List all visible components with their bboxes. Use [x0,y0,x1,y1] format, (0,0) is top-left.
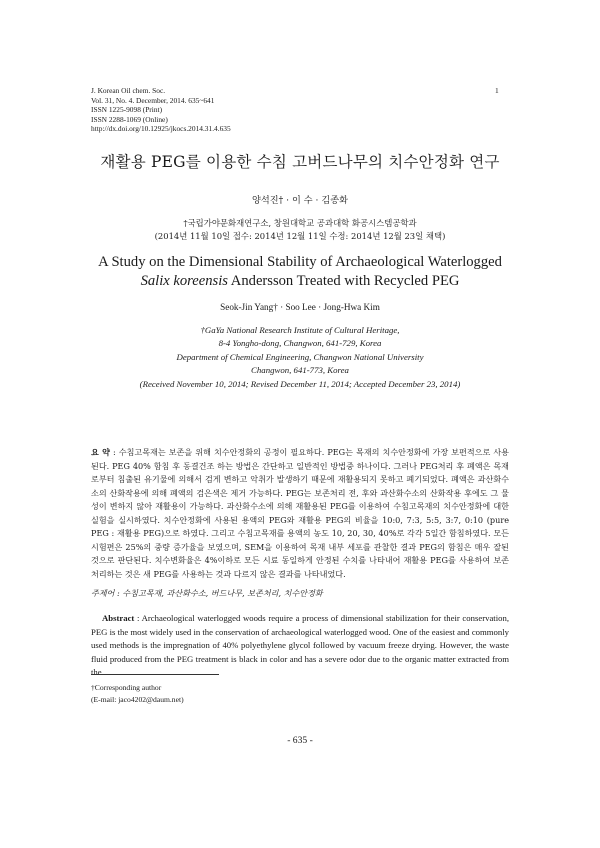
english-affiliation-line: Department of Chemical Engineering, Changwon National University [176,351,424,362]
english-affiliation-line: 8-4 Yongho-dong, Changwon, 641-729, Korea [218,338,382,349]
korean-abstract-text: : 수침고목재는 보존을 위해 치수안정화의 공정이 필요하다. PEG는 목재의 치수안정화에 가장 보편적으로 사용된다. PEG 40% 함침 후 동결건조 하는 방법은 간단하고 일반적인 방법중 하나이다. 그러나 PEG처리 후 폐액은 목재로부터 침출된 유기물에 의해서 검게 변하고 악취가 발생하기 때문에 재활용되지 못하고 폐기되었다. 폐액은 과산화수소의 산화작용에 의해 폐액의 검은색은 제거 가능하다. PEG는 보존처리 전, 후와 과산화수소의 산화작용 후에도 그 물성이 변하지 않아 재활용이 가능하다. 과산화수소에 의해 재활용된 PEG를 이용하여 수침고목재의 치수안정화에 대한 실험을 실시하였다. 치수안정화에 사용된 용액의 PEG와 재활용 PEG의 비율을 10:0, 7:3, 5:5, 3:7, 0:10 (pure PEG : 재활용 PEG)으로 하였다. 그리고 수침고목재를 용액의 농도 10, 20, 30, 40%로 각각 5일간 함침하였다. 모든 시험편은 25%의 중량 증가율을 보였으며, SEM을 이용하여 목재 내부 세포를 관찰한 결과 PEG의 함침은 매우 잘된 것으로 판단된다. 치수변화율은 4%이하로 모든 시료 동일하게 안정된 수치를 나타내어 재활용 PEG를 사용하여 보존처리하는 것은 새 PEG를 사용하는 것과 다르지 않은 결과를 나타내었다. [91,447,509,579]
footnote-divider [91,674,219,675]
korean-title: 재활용 PEG를 이용한 수침 고버드나무의 치수안정화 연구 [100,153,500,171]
species-name: Salix koreensis [140,273,228,289]
english-abstract-text: : Archaeological waterlogged woods require a process of dimensional stabilization for their conservation, PEG is the most widely used in the conservation of archaeological waterlogged wood. One of the easiest and commonly used methods is the impregnation of 40% polyethylene glycol followed by vacuum freeze drying. However, the waste fluid produced from the PEG treatment is black in color and has a severe odor due to the organic matter extracted from the [91,613,509,678]
korean-received-dates: (2014년 11월 10일 접수: 2014년 12월 11일 수정: 2014년 12월 23일 채택) [154,231,446,241]
english-affiliation-line: †GaYa National Research Institute of Cultural Heritage, [200,325,400,335]
page-number-top: 1 [495,86,499,95]
issn-print: ISSN 1225-9098 (Print) [91,105,163,115]
english-title-line2 [60,272,540,291]
english-title-line1: A Study on the Dimensional Stability of Archaeological Waterlogged [98,254,502,270]
english-authors: Seok-Jin Yang† · Soo Lee · Jong-Hwa Kim [220,302,380,312]
footnote [91,682,184,705]
issn-online: ISSN 2288-1069 (Online) [91,114,168,124]
journal-header [91,86,231,134]
author-email[interactable]: (E-mail: jaco4202@daum.net) [91,694,184,704]
page-footer-number: - 635 - [287,735,313,746]
korean-affiliation [60,217,540,243]
english-received-dates: (Received November 10, 2014; Revised December 11, 2014; Accepted December 23, 2014) [139,378,461,389]
english-affiliation-line: Changwon, 641-773, Korea [251,365,349,376]
english-title [60,253,540,291]
korean-keywords: 주제어 : 수침고목재, 과산화수소, 버드나무, 보존처리, 치수안정화 [91,588,323,598]
journal-volume: Vol. 31, No. 4. December, 2014. 635~641 [91,95,215,105]
corresponding-author-note: †Corresponding author [91,683,162,692]
journal-name: J. Korean Oil chem. Soc. [91,86,166,95]
korean-affiliation-institutions: †국립가야문화재연구소, 창원대학교 공과대학 화공시스템공학과 [183,218,417,228]
korean-abstract-label: 요 약 [91,447,110,457]
korean-authors: 양석진† · 이 수 · 김종화 [251,195,349,206]
english-abstract [91,612,509,680]
english-title-line2-rest: Andersson Treated with Recycled PEG [227,273,460,289]
english-abstract-label: Abstract [102,613,135,623]
korean-abstract [91,446,509,581]
english-affiliation [60,324,540,391]
doi-link[interactable]: http://dx.doi.org/10.12925/jkocs.2014.31.4.635 [91,124,231,134]
